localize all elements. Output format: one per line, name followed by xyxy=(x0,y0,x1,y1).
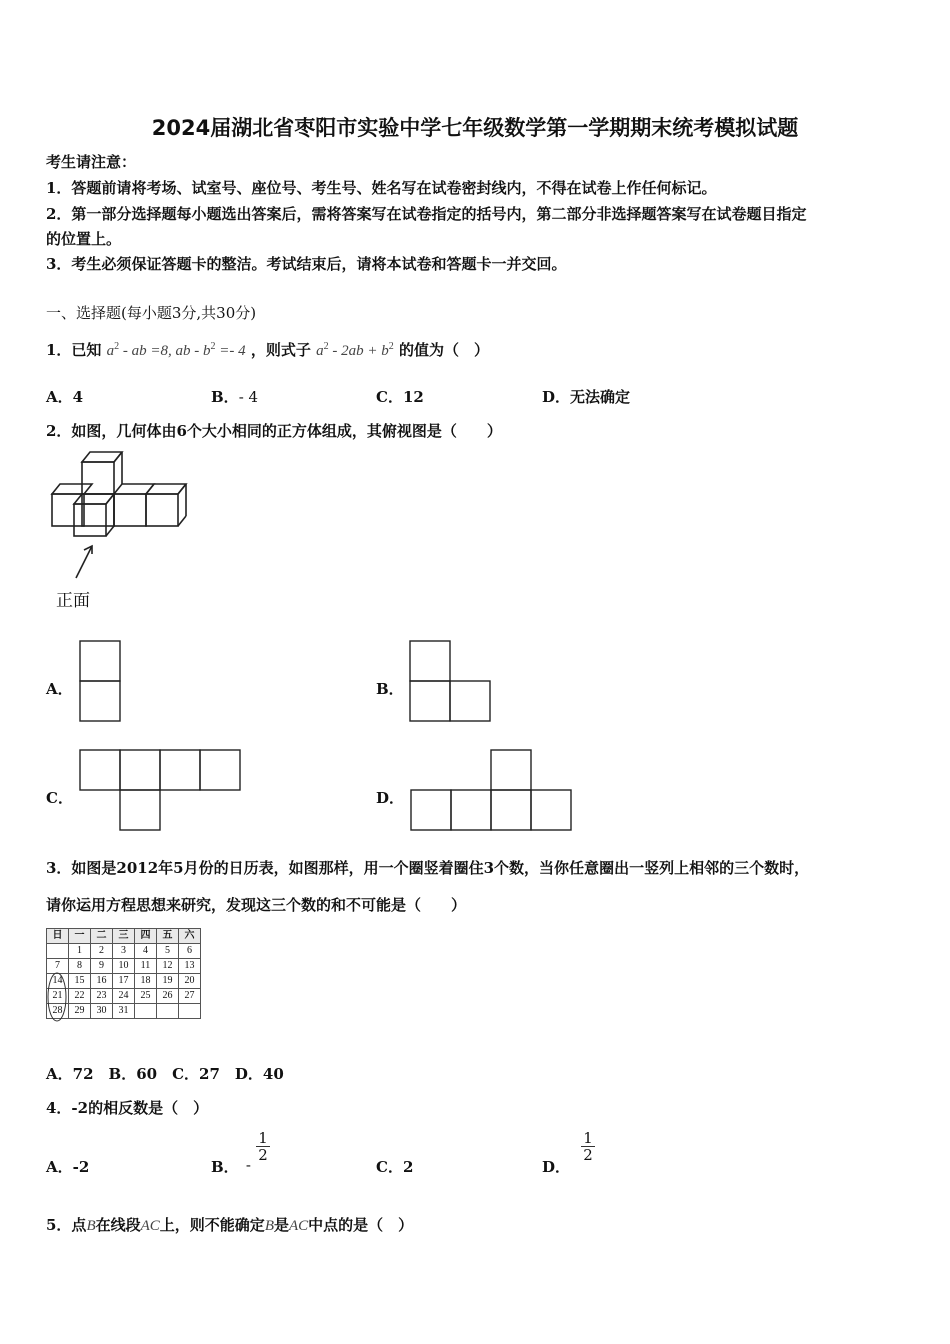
calendar-cell: 12 xyxy=(157,959,179,974)
q2-option-d-figure[interactable] xyxy=(410,749,576,831)
q1-option-b[interactable]: B．- 4 xyxy=(211,388,259,406)
calendar-cell xyxy=(157,1004,179,1019)
calendar-cell: 11 xyxy=(135,959,157,974)
calendar-cell: 20 xyxy=(179,974,201,989)
question-4-stem: 4．-2的相反数是（ ） xyxy=(46,1099,209,1117)
calendar-cell: 23 xyxy=(91,989,113,1004)
calendar-header: 二 xyxy=(91,929,113,944)
calendar-cell xyxy=(179,1004,201,1019)
q2-option-a-figure[interactable] xyxy=(79,640,121,722)
q2-option-b-figure[interactable] xyxy=(409,640,493,722)
calendar-header: 五 xyxy=(157,929,179,944)
q4-option-c[interactable]: C．2 xyxy=(376,1158,414,1176)
notice-item-3: 3．考生必须保证答题卡的整洁。考试结束后，请将本试卷和答题卡一并交回。 xyxy=(46,255,567,273)
q2-option-c-figure[interactable] xyxy=(79,749,245,831)
calendar-header: 三 xyxy=(113,929,135,944)
calendar-cell: 22 xyxy=(69,989,91,1004)
q1-expression: $a^2 - 2ab + b^2$ xyxy=(316,341,394,359)
calendar-cell: 5 xyxy=(157,944,179,959)
calendar-header: 一 xyxy=(69,929,91,944)
calendar-cell: 19 xyxy=(157,974,179,989)
calendar-cell xyxy=(135,1004,157,1019)
calendar-cell xyxy=(47,944,69,959)
calendar-cell: 8 xyxy=(69,959,91,974)
q4-option-a[interactable]: A．-2 xyxy=(46,1158,90,1176)
front-label: 正面 xyxy=(56,591,90,611)
q1-option-a[interactable]: A．4 xyxy=(46,388,84,406)
calendar-cell: 14 xyxy=(47,974,69,989)
calendar-cell: 9 xyxy=(91,959,113,974)
calendar-cell: 25 xyxy=(135,989,157,1004)
question-3-stem-line1: 3．如图是2012年5月份的日历表，如图那样，用一个圈竖着圈住3个数，当你任意圈出一竖列上相邻的三个数时， xyxy=(46,859,810,877)
q4-option-b[interactable]: B． - $\frac{1}{2}$ xyxy=(211,1129,268,1176)
calendar-cell: 1 xyxy=(69,944,91,959)
question-1-stem xyxy=(46,339,489,360)
calendar-header: 四 xyxy=(135,929,157,944)
calendar-cell: 17 xyxy=(113,974,135,989)
calendar-cell: 28 xyxy=(47,1004,69,1019)
calendar-cell: 13 xyxy=(179,959,201,974)
q4-d-fraction: $\frac{1}{2}$ xyxy=(583,1129,593,1164)
q2-option-b-label[interactable]: B． xyxy=(376,680,404,698)
calendar-cell: 4 xyxy=(135,944,157,959)
calendar-cell: 2 xyxy=(91,944,113,959)
calendar-cell: 7 xyxy=(47,959,69,974)
calendar-cell: 31 xyxy=(113,1004,135,1019)
calendar-cell: 16 xyxy=(91,974,113,989)
calendar-cell: 27 xyxy=(179,989,201,1004)
notice-item-2: 2．第一部分选择题每小题选出答案后，需将答案写在试卷指定的括号内，第二部分非选择题答案写在试卷题目指定 xyxy=(46,205,807,223)
q1-condition: $a^2$ - ab =8, ab - $b^2 =- 4$ xyxy=(106,341,246,359)
calendar-cell: 29 xyxy=(69,1004,91,1019)
question-5-stem: 5．点B在线段AC上，则不能确定B是AC中点的是（ ） xyxy=(46,1216,414,1234)
q4-b-fraction: $\frac{1}{2}$ xyxy=(258,1129,268,1164)
calendar-cell: 30 xyxy=(91,1004,113,1019)
calendar-cell: 15 xyxy=(69,974,91,989)
q3-options[interactable]: A．72 B．60 C．27 D．40 xyxy=(46,1065,284,1083)
notice-heading: 考生请注意： xyxy=(46,153,137,171)
q1-option-d[interactable]: D．无法确定 xyxy=(542,388,631,406)
notice-item-2-cont: 的位置上。 xyxy=(46,230,122,248)
question-3-stem-line2: 请你运用方程思想来研究，发现这三个数的和不可能是（ ） xyxy=(46,896,467,914)
calendar-cell: 10 xyxy=(113,959,135,974)
notice-item-1: 1．答题前请将考场、试室号、座位号、考生号、姓名写在试卷密封线内，不得在试卷上作任何标记。 xyxy=(46,179,717,197)
question-2-stem: 2．如图，几何体由6个大小相同的正方体组成，其俯视图是（ ） xyxy=(46,422,502,440)
q2-option-c-label[interactable]: C． xyxy=(46,789,73,807)
page-title: 2024届湖北省枣阳市实验中学七年级数学第一学期期末统考模拟试题 xyxy=(151,116,799,140)
calendar-cell: 24 xyxy=(113,989,135,1004)
calendar-cell: 3 xyxy=(113,944,135,959)
calendar-column-circle xyxy=(46,972,70,1028)
q1-prefix: 1．已知 xyxy=(46,341,102,359)
calendar-cell: 21 xyxy=(47,989,69,1004)
q4-option-d[interactable]: D． $\frac{1}{2}$ xyxy=(542,1129,593,1176)
calendar-cell: 26 xyxy=(157,989,179,1004)
q1-option-c[interactable]: C．12 xyxy=(376,388,424,406)
calendar-header: 日 xyxy=(47,929,69,944)
section-heading: 一、选择题(每小题3分,共30分) xyxy=(46,304,257,322)
calendar-cell: 6 xyxy=(179,944,201,959)
q1-mid: ，则式子 xyxy=(250,341,311,359)
calendar-header: 六 xyxy=(179,929,201,944)
q2-option-d-label[interactable]: D． xyxy=(376,789,405,807)
q1-suffix: 的值为（ ） xyxy=(399,341,490,359)
q2-option-a-label[interactable]: A． xyxy=(46,680,73,698)
calendar-cell: 18 xyxy=(135,974,157,989)
